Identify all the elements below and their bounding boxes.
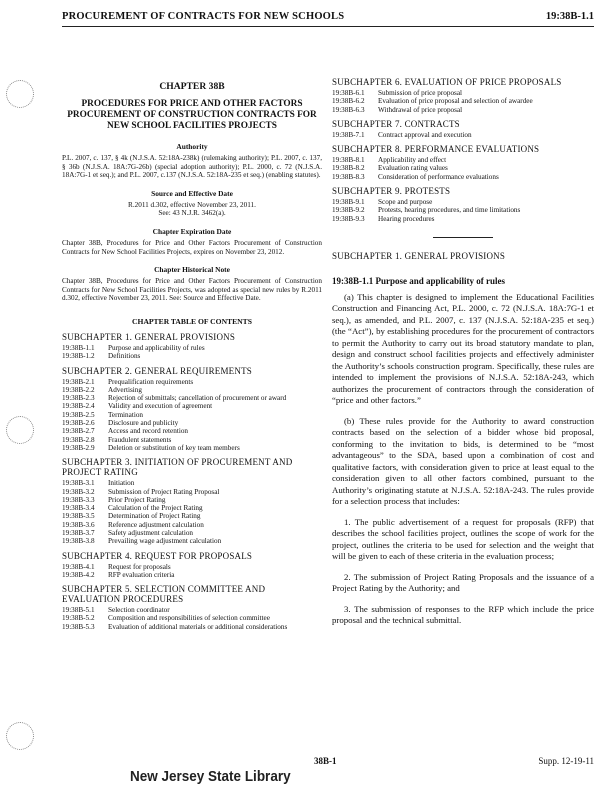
divider [433,237,493,238]
toc-entry-title: Submission of Project Rating Proposal [108,487,220,496]
paragraph-b: (b) These rules provide for the Authority to award construction contracts based on the selection of a bidder whose bid proposal, conforming to the invitation to bids, is determined to be “most advantageous” to the SDA, based upon a combination of cost and qualitative factors, with consideration given to price at least equal to the consideration given to all other factors combined, pursuant to the Authority’s originating statute at N.J.S.A. 52:18A-243. The rules provide for a selection process that includes: [332,415,594,507]
chapter-number: CHAPTER 38B [159,81,225,92]
toc-entry [62,436,322,444]
toc-entry-title: Safety adjustment calculation [108,528,194,537]
toc-entry-number: 19:38B-8.2 [332,164,365,173]
toc-entry-number: 19:38B-3.8 [62,537,95,546]
toc-entry-number: 19:38B-3.3 [62,495,95,504]
section-body [332,292,594,627]
toc-entry-title: Selection coordinator [108,606,170,615]
toc-entry-number: 19:38B-2.9 [62,443,95,452]
right-column [332,72,594,636]
paragraph-b2: 2. The submission of Project Rating Proposals and the issuance of a Project Rating by the Authority; and [332,571,594,594]
toc-entry-number: 19:38B-3.5 [62,512,95,521]
toc-subchapter-heading: SUBCHAPTER 9. PROTESTS [332,186,451,197]
toc-entry-title: Rejection of submittals; cancellation of procurement or award [108,394,287,403]
toc-entry-number: 19:38B-2.2 [62,385,95,394]
toc-entry [332,89,594,97]
toc-entry [62,623,322,631]
toc-entry [62,488,322,496]
toc-entry-number: 19:38B-3.7 [62,528,95,537]
toc-subchapter-heading: SUBCHAPTER 1. GENERAL PROVISIONS [62,331,236,342]
toc-entry-title: Scope and purpose [378,198,433,207]
toc-entry [62,614,322,622]
toc-entry-title: Applicability and effect [378,156,447,165]
toc-heading: CHAPTER TABLE OF CONTENTS [132,316,252,326]
toc-entry-number: 19:38B-7.1 [332,130,365,139]
toc-entry-number: 19:38B-3.1 [62,479,95,488]
toc-entry-title: Evaluation of price proposal and selection of awardee [378,97,533,106]
toc-entry-number: 19:38B-8.1 [332,156,365,165]
toc-entry [332,173,594,181]
toc-entry-number: 19:38B-9.3 [332,214,365,223]
toc-subchapter-heading: SUBCHAPTER 5. SELECTION COMMITTEE AND EVALUATION PROCEDURES [62,584,266,605]
toc-entry [62,394,322,402]
toc-entry-number: 19:38B-9.2 [332,206,365,215]
library-stamp: New Jersey State Library [130,768,291,785]
punch-hole-mark [6,416,34,444]
toc-subchapter-heading: SUBCHAPTER 2. GENERAL REQUIREMENTS [62,365,252,376]
toc-subchapter-heading: SUBCHAPTER 8. PERFORMANCE EVALUATIONS [332,144,540,155]
toc-entry-title: Composition and responsibilities of selection committee [108,614,270,623]
table-of-contents-continued [332,77,594,223]
toc-entry [62,563,322,571]
toc-entry-number: 19:38B-6.3 [332,105,365,114]
toc-entry [332,215,594,223]
toc-entry-number: 19:38B-2.1 [62,377,95,386]
toc-entry-title: Determination of Project Rating [108,512,201,521]
toc-entry [62,529,322,537]
toc-entry-number: 19:38B-9.1 [332,198,365,207]
toc-entry [62,344,322,352]
toc-entry-title: Advertising [108,385,142,394]
authority-heading: Authority [176,142,208,151]
expiration-text: Chapter 38B, Procedures for Price and Other Factors Procurement of Construction Contracts for New School Facilities Projects, expires on November 23, 2012. [62,238,322,256]
running-header [62,8,594,27]
toc-entry [332,156,594,164]
toc-subchapter-heading: SUBCHAPTER 4. REQUEST FOR PROPOSALS [62,550,253,561]
toc-entry-title: Prequalification requirements [108,377,194,386]
toc-entry-title: Termination [108,410,144,419]
toc-entry-number: 19:38B-2.7 [62,427,95,436]
toc-entry [332,164,594,172]
toc-entry-title: Evaluation of additional materials or additional considerations [108,622,288,631]
toc-entry-number: 19:38B-2.5 [62,410,95,419]
toc-entry [62,606,322,614]
toc-entry [62,512,322,520]
toc-entry-title: Access and record retention [108,427,189,436]
authority-text: P.L. 2007, c. 137, § 4k (N.J.S.A. 52:18A-238k) (rulemaking authority); P.L. 2007, c. 137, § 36b (N.J.S.A. 18A:7G-26b) (special adoption authority); P.L. 2000, c. 72 (N.J.S.A. 18A:7G-1 et seq.); and P.L. 2007, c.137 (N.J.S.A. 52:18A-235 et seq.) (enabling statutes). [62,154,322,180]
toc-entry-number: 19:38B-4.2 [62,570,95,579]
toc-entry-number: 19:38B-1.2 [62,352,95,361]
toc-entry [62,402,322,410]
toc-entry [62,427,322,435]
paragraph-a: (a) This chapter is designed to implement the Educational Facilities Construction and Financing Act, P.L. 2000, c. 72 (N.J.S.A. 18A:7G-1 et seq.), as amended, and P.L. 2007, c. 137 (N.J.S.A. 52:18A-235 et seq.) (the “Act”), by establishing procedures for the procurement of contractors to permit the Authority to carry out its broad statutory mandate to plan, design and construct school facilities projects and effectively administer the Authority’s schools construction program. Specifically, these rules are intended to implement the provisions of N.J.S.A. 52:18A-243, which authorizes the procurement of contractors through the consideration of “price and other factors.” [332,291,594,406]
toc-entry-title: Consideration of performance evaluations [378,172,499,181]
left-column [62,76,322,631]
toc-entry-title: Prior Project Rating [108,495,166,504]
toc-entry-number: 19:38B-5.2 [62,614,95,623]
historical-note-text: Chapter 38B, Procedures for Price and Other Factors Procurement of Construction Contracts for New School Facilities Projects, was adopted as special new rules by R.2011 d.302, effective November 23, 2011. See: Source and Effective Date. [62,277,322,303]
expiration-heading: Chapter Expiration Date [152,226,232,236]
toc-subchapter-heading: SUBCHAPTER 3. INITIATION OF PROCUREMENT AND PROJECT RATING [62,457,293,478]
chapter-title: PROCEDURES FOR PRICE AND OTHER FACTORS PROCUREMENT OF CONSTRUCTION CONTRACTS FOR NEW SCHOOL FACILITIES PROJECTS [67,99,317,131]
toc-entry-number: 19:38B-6.1 [332,89,365,97]
header-title: PROCUREMENT OF CONTRACTS FOR NEW SCHOOLS [62,11,345,22]
toc-entry-number: 19:38B-6.2 [332,97,365,106]
toc-entry-title: Contract approval and execution [378,130,472,139]
toc-entry-number: 19:38B-3.2 [62,487,95,496]
toc-entry [332,131,594,139]
toc-entry [332,97,594,105]
toc-entry-number: 19:38B-8.3 [332,172,365,181]
toc-entry-number: 19:38B-2.3 [62,394,95,403]
toc-entry [62,419,322,427]
toc-entry [62,386,322,394]
table-of-contents [62,332,322,631]
toc-entry [62,444,322,452]
toc-entry [62,537,322,545]
paragraph-b1: 1. The public advertisement of a request for proposals (RFP) that describes the school facilities project, outlines the scope of work for the project, outlines the criteria to be used for selection and the weight that will be given to each of these criteria in the evaluation process; [332,516,594,562]
toc-entry-number: 19:38B-3.6 [62,520,95,529]
toc-entry-title: Request for proposals [108,562,171,571]
toc-entry-number: 19:38B-5.3 [62,622,95,631]
toc-entry-title: Hearing procedures [378,214,435,223]
toc-entry [62,521,322,529]
toc-entry-number: 19:38B-2.4 [62,402,95,411]
toc-entry-title: Deletion or substitution of key team members [108,443,240,452]
toc-entry-title: Definitions [108,352,141,361]
toc-entry [62,352,322,360]
subchapter-heading: SUBCHAPTER 1. GENERAL PROVISIONS [332,250,506,261]
toc-entry-title: Protests, hearing procedures, and time limitations [378,206,521,215]
toc-entry-title: Disclosure and publicity [108,419,179,428]
toc-entry [62,411,322,419]
source-line-2: See: 43 N.J.R. 3462(a). [158,209,226,218]
supplement-date: Supp. 12-19-11 [538,756,594,766]
toc-entry-title: Fraudulent statements [108,435,172,444]
page-number: 38B-1 [314,756,337,766]
section-heading: 19:38B-1.1 Purpose and applicability of rules [332,275,506,286]
toc-entry-number: 19:38B-4.1 [62,562,95,571]
toc-entry-number: 19:38B-3.4 [62,504,95,513]
toc-entry [62,479,322,487]
toc-subchapter-heading: SUBCHAPTER 6. EVALUATION OF PRICE PROPOSALS [332,77,562,87]
punch-hole-mark [6,80,34,108]
toc-entry-title: RFP evaluation criteria [108,570,175,579]
toc-entry [62,504,322,512]
toc-entry [332,106,594,114]
toc-entry-title: Prevailing wage adjustment calculation [108,537,222,546]
source-line-1: R.2011 d.302, effective November 23, 2011. [128,200,256,209]
historical-note-heading: Chapter Historical Note [154,265,230,275]
toc-entry-title: Initiation [108,479,135,488]
toc-entry [62,496,322,504]
paragraph-b3: 3. The submission of responses to the RFP which include the price proposal and the technical submittal. [332,603,594,626]
toc-entry [332,198,594,206]
toc-entry [62,378,322,386]
toc-entry-title: Purpose and applicability of rules [108,343,205,352]
toc-entry-title: Evaluation rating values [378,164,448,173]
toc-entry-title: Submission of price proposal [378,89,463,97]
toc-entry-number: 19:38B-5.1 [62,606,95,615]
toc-subchapter-heading: SUBCHAPTER 7. CONTRACTS [332,118,460,129]
toc-entry [62,571,322,579]
source-heading: Source and Effective Date [151,188,233,198]
toc-entry [332,206,594,214]
toc-entry-title: Validity and execution of agreement [108,402,213,411]
toc-entry-title: Withdrawal of price proposal [378,105,463,114]
toc-entry-number: 19:38B-1.1 [62,343,95,352]
toc-entry-number: 19:38B-2.6 [62,419,95,428]
toc-entry-number: 19:38B-2.8 [62,435,95,444]
header-section: 19:38B-1.1 [545,11,594,22]
toc-entry-title: Calculation of the Project Rating [108,504,203,513]
toc-entry-title: Reference adjustment calculation [108,520,204,529]
punch-hole-mark [6,722,34,750]
